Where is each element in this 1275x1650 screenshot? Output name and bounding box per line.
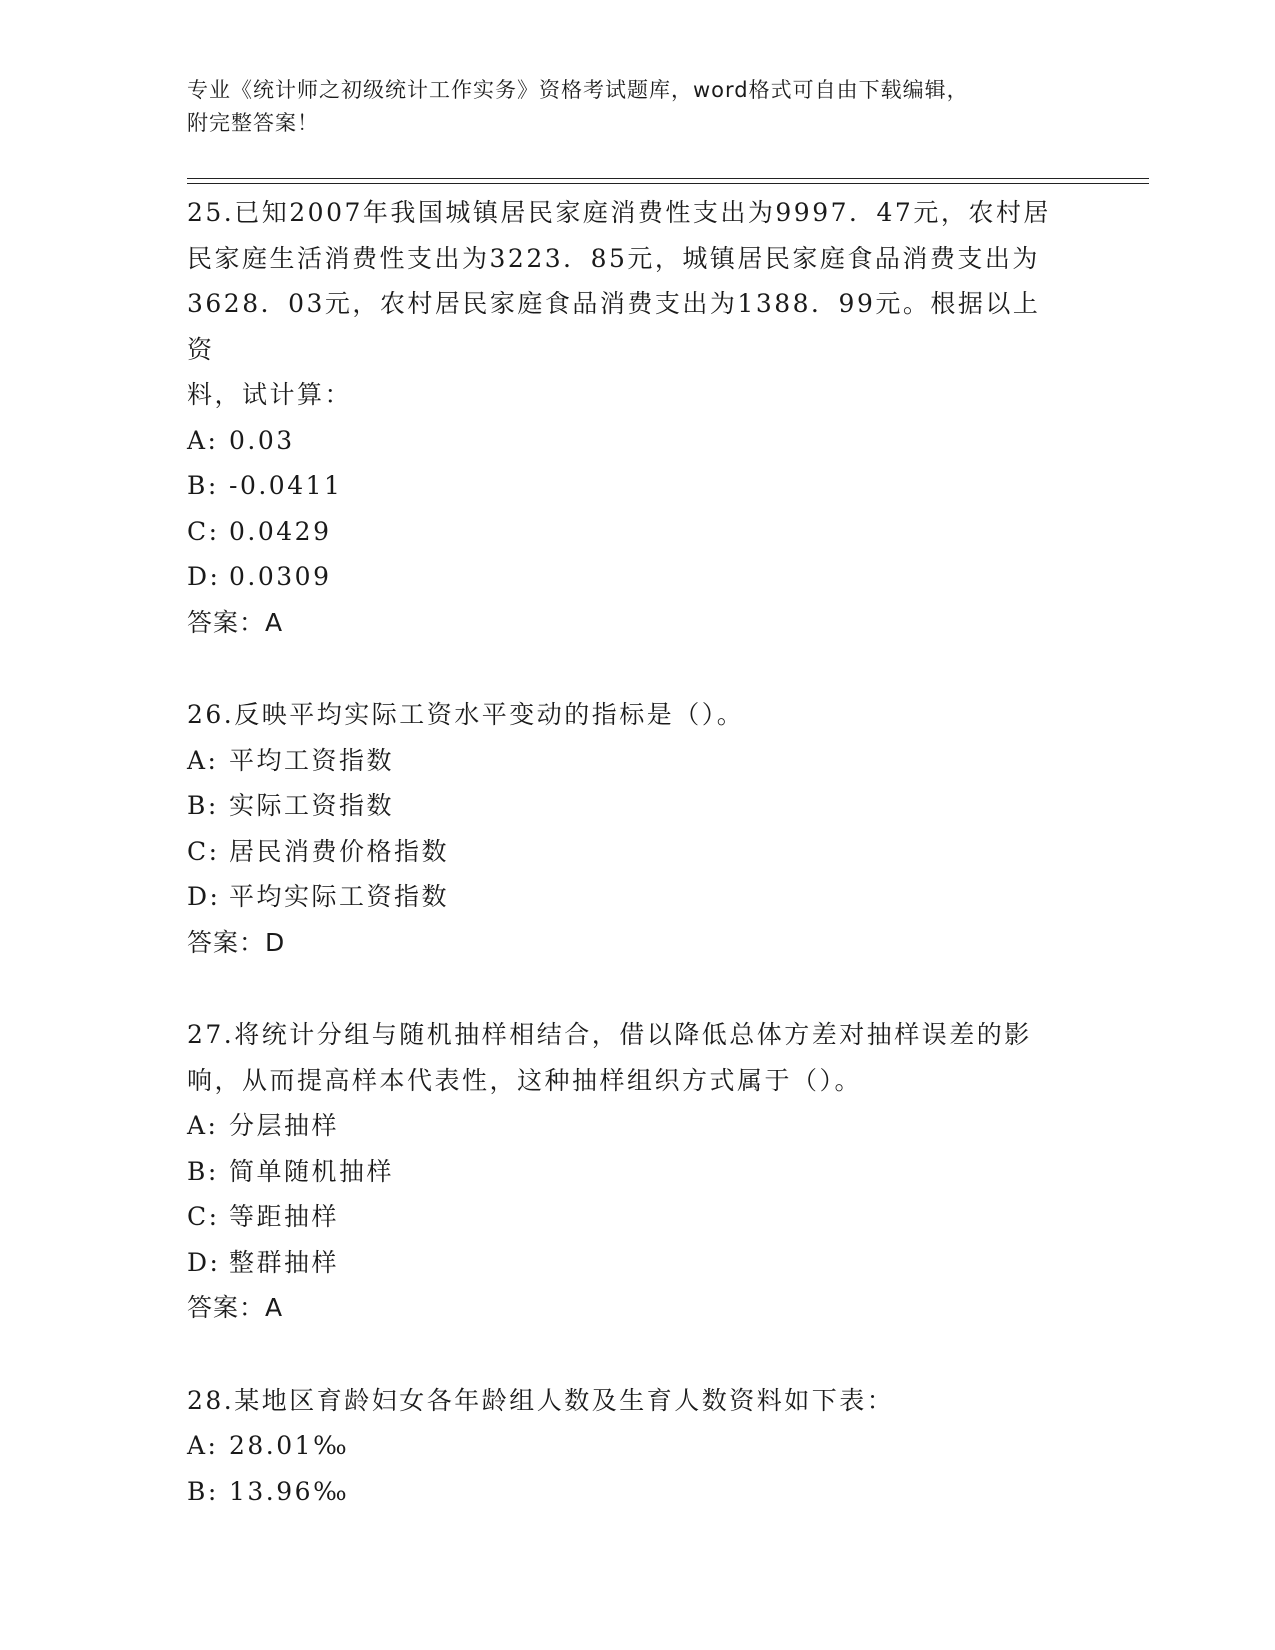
spacer [187,965,1087,1012]
option-text: 简单随机抽样 [229,1156,395,1186]
option-d [187,1240,1087,1286]
option-text: 平均实际工资指数 [229,882,450,911]
option-text: -0.0411 [229,471,343,500]
option-text: 28.01‰ [229,1431,350,1460]
option-a [187,1423,1087,1469]
question-stem-line: 响，从而提高样本代表性，这种抽样组织方式属于（）。 [187,1065,863,1095]
option-text: 平均工资指数 [229,745,395,775]
answer-line: 答案：D [187,927,286,957]
question-list [187,190,1087,1514]
option-key: D: [187,882,221,911]
option-key: B: [187,1156,219,1186]
option-key: B: [187,791,219,820]
document-header [187,74,1067,140]
option-key: C: [187,1202,220,1231]
option-b [187,1469,1087,1515]
option-text: 13.96‰ [229,1476,350,1506]
question-stem-line: 28.某地区育龄妇女各年龄组人数及生育人数资料如下表： [187,1385,895,1415]
option-key: C: [187,516,220,546]
spacer [187,645,1087,692]
option-a [187,1103,1087,1149]
option-b [187,1149,1087,1195]
option-text: 居民消费价格指数 [229,836,450,866]
option-key: A: [187,1431,219,1460]
header-divider-top [187,178,1149,179]
question-27 [187,1012,1087,1331]
option-text: 0.0429 [229,516,332,546]
question-stem-line: 26.反映平均实际工资水平变动的指标是（）。 [187,700,745,729]
question-26 [187,692,1087,965]
answer-line: 答案：A [187,607,284,637]
header-divider-bottom [187,183,1149,184]
question-stem-line: 民家庭生活消费性支出为3223．85元，城镇居民家庭食品消费支出为 [187,243,1040,273]
header-line-1: 专业《统计师之初级统计工作实务》资格考试题库，word格式可自由下载编辑， [187,78,969,102]
option-c [187,829,1087,875]
answer-line: 答案：A [187,1293,284,1322]
option-b [187,463,1087,509]
question-stem-line: 25.已知2007年我国城镇居民家庭消费性支出为9997．47元，农村居 [187,198,1051,227]
option-text: 0.0309 [229,562,332,591]
header-line-2: 附完整答案！ [187,111,319,135]
option-text: 实际工资指数 [229,791,395,820]
question-stem-line: 料，试计算： [187,380,353,409]
option-text: 等距抽样 [229,1202,340,1231]
option-key: B: [187,1476,219,1506]
option-text: 整群抽样 [229,1247,340,1277]
option-d [187,554,1087,600]
option-key: B: [187,471,219,500]
option-c [187,1194,1087,1240]
question-28 [187,1378,1087,1515]
question-25 [187,190,1087,645]
option-d [187,874,1087,920]
option-key: A: [187,745,219,775]
option-text: 0.03 [229,425,295,455]
option-a [187,738,1087,784]
question-stem-line: 3628．03元，农村居民家庭食品消费支出为1388．99元。根据以上资 [187,289,1041,364]
option-key: D: [187,1247,221,1277]
question-stem-line: 27.将统计分组与随机抽样相结合，借以降低总体方差对抽样误差的影 [187,1020,1032,1049]
option-a [187,418,1087,464]
option-key: A: [187,1111,219,1140]
option-key: D: [187,562,221,591]
option-b [187,783,1087,829]
option-c [187,509,1087,555]
spacer [187,1331,1087,1378]
option-key: A: [187,425,219,455]
option-key: C: [187,836,220,866]
option-text: 分层抽样 [229,1111,340,1140]
